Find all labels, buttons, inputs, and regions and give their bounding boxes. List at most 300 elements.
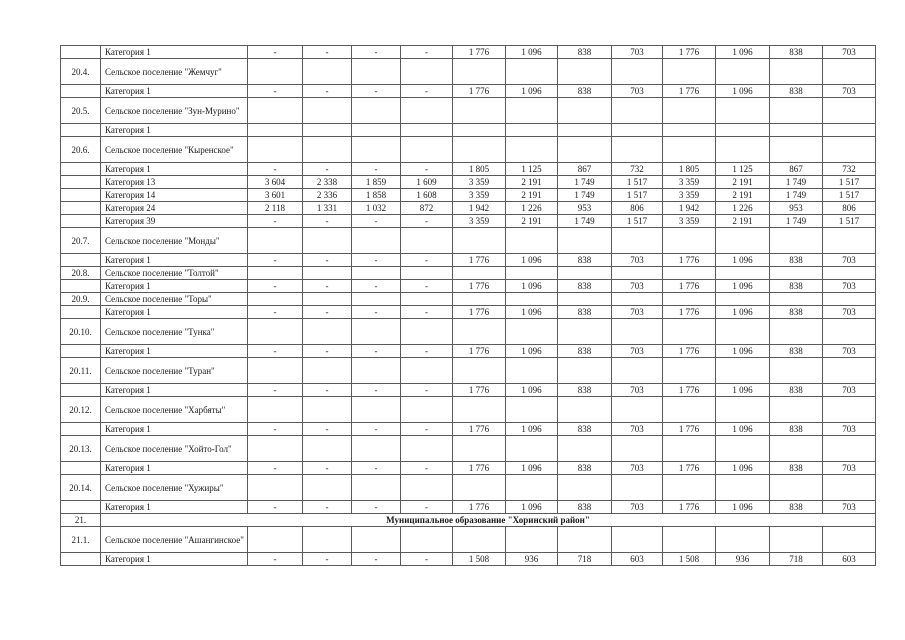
empty-cell — [823, 228, 876, 254]
settlement-number: 20.6. — [61, 137, 101, 163]
table-row — [61, 228, 876, 254]
value-cell: 703 — [823, 46, 876, 59]
empty-cell — [823, 319, 876, 345]
empty-cell — [352, 293, 401, 306]
value-cell: 703 — [612, 85, 663, 98]
empty-cell — [770, 397, 823, 423]
empty-cell — [770, 98, 823, 124]
value-cell: - — [248, 384, 303, 397]
table-row — [61, 59, 876, 85]
empty-cell — [823, 293, 876, 306]
category-label: Категория 1 — [101, 124, 248, 137]
empty-cell — [558, 475, 612, 501]
value-cell: - — [401, 462, 453, 475]
value-cell: 3 604 — [248, 176, 303, 189]
empty-cell — [663, 436, 716, 462]
value-cell: 1 125 — [716, 163, 770, 176]
table-row — [61, 423, 876, 436]
value-cell: 1 517 — [612, 189, 663, 202]
row-number-cell — [61, 46, 101, 59]
value-cell: 1 776 — [663, 46, 716, 59]
empty-cell — [612, 319, 663, 345]
empty-cell — [558, 228, 612, 254]
value-cell: 703 — [612, 306, 663, 319]
value-cell: - — [352, 280, 401, 293]
table-row — [61, 553, 876, 566]
value-cell: 838 — [770, 46, 823, 59]
value-cell: - — [401, 46, 453, 59]
empty-cell — [401, 98, 453, 124]
value-cell: 953 — [558, 202, 612, 215]
category-label: Категория 1 — [101, 462, 248, 475]
empty-cell — [352, 137, 401, 163]
empty-cell — [248, 228, 303, 254]
empty-cell — [558, 293, 612, 306]
value-cell: 838 — [558, 345, 612, 358]
value-cell: 1 096 — [716, 462, 770, 475]
value-cell: 1 776 — [663, 254, 716, 267]
value-cell — [823, 124, 876, 137]
value-cell: - — [401, 345, 453, 358]
category-label: Категория 39 — [101, 215, 248, 228]
empty-cell — [663, 267, 716, 280]
value-cell: - — [401, 215, 453, 228]
value-cell: 1 776 — [663, 462, 716, 475]
empty-cell — [716, 319, 770, 345]
empty-cell — [401, 59, 453, 85]
empty-cell — [401, 228, 453, 254]
value-cell: 1 508 — [453, 553, 506, 566]
empty-cell — [248, 267, 303, 280]
value-cell: - — [303, 163, 352, 176]
empty-cell — [823, 98, 876, 124]
empty-cell — [303, 358, 352, 384]
value-cell: - — [401, 306, 453, 319]
value-cell: - — [303, 553, 352, 566]
table-row — [61, 462, 876, 475]
value-cell: 838 — [558, 462, 612, 475]
value-cell — [716, 124, 770, 137]
value-cell: 1 096 — [716, 501, 770, 514]
empty-cell — [612, 358, 663, 384]
value-cell: 1 749 — [770, 189, 823, 202]
value-cell: - — [352, 384, 401, 397]
empty-cell — [453, 358, 506, 384]
settlement-name: Сельское поселение "Хойто-Гол" — [101, 436, 248, 462]
value-cell: - — [401, 553, 453, 566]
value-cell: 1 776 — [453, 384, 506, 397]
empty-cell — [612, 397, 663, 423]
empty-cell — [823, 267, 876, 280]
empty-cell — [303, 527, 352, 553]
empty-cell — [506, 98, 558, 124]
value-cell: 703 — [612, 280, 663, 293]
empty-cell — [716, 228, 770, 254]
value-cell: 732 — [823, 163, 876, 176]
empty-cell — [770, 527, 823, 553]
row-number-cell — [61, 423, 101, 436]
empty-cell — [352, 358, 401, 384]
value-cell: - — [248, 215, 303, 228]
value-cell: - — [352, 215, 401, 228]
value-cell: 703 — [612, 501, 663, 514]
empty-cell — [612, 436, 663, 462]
value-cell: 1 776 — [453, 306, 506, 319]
value-cell: 3 359 — [663, 189, 716, 202]
category-label: Категория 1 — [101, 501, 248, 514]
settlement-name: Сельское поселение "Зун-Мурино" — [101, 98, 248, 124]
empty-cell — [823, 436, 876, 462]
table-row — [61, 475, 876, 501]
table-row — [61, 527, 876, 553]
table-row — [61, 514, 876, 527]
empty-cell — [453, 293, 506, 306]
category-label: Категория 1 — [101, 46, 248, 59]
empty-cell — [352, 228, 401, 254]
value-cell: - — [352, 254, 401, 267]
value-cell: 1 749 — [558, 176, 612, 189]
category-label: Категория 1 — [101, 254, 248, 267]
value-cell: - — [352, 345, 401, 358]
value-cell: - — [248, 254, 303, 267]
category-label: Категория 1 — [101, 384, 248, 397]
table-row — [61, 293, 876, 306]
value-cell: 936 — [716, 553, 770, 566]
value-cell: 718 — [770, 553, 823, 566]
value-cell: - — [401, 384, 453, 397]
value-cell: 1 776 — [663, 423, 716, 436]
table-row — [61, 124, 876, 137]
empty-cell — [248, 319, 303, 345]
value-cell: 1 517 — [823, 176, 876, 189]
table-row — [61, 436, 876, 462]
value-cell: 1 517 — [612, 176, 663, 189]
value-cell: 838 — [770, 384, 823, 397]
empty-cell — [612, 527, 663, 553]
settlement-number: 20.7. — [61, 228, 101, 254]
empty-cell — [248, 137, 303, 163]
value-cell: 1 226 — [716, 202, 770, 215]
settlement-number: 20.12. — [61, 397, 101, 423]
empty-cell — [770, 293, 823, 306]
empty-cell — [352, 98, 401, 124]
empty-cell — [716, 267, 770, 280]
value-cell: 1 226 — [506, 202, 558, 215]
empty-cell — [453, 98, 506, 124]
value-cell: 1 942 — [453, 202, 506, 215]
value-cell: 1 776 — [453, 423, 506, 436]
empty-cell — [352, 267, 401, 280]
settlement-name: Сельское поселение "Торы" — [101, 293, 248, 306]
empty-cell — [401, 527, 453, 553]
value-cell: - — [303, 384, 352, 397]
value-cell: 838 — [558, 501, 612, 514]
empty-cell — [558, 319, 612, 345]
value-cell: 838 — [558, 46, 612, 59]
empty-cell — [716, 397, 770, 423]
empty-cell — [506, 267, 558, 280]
value-cell: - — [248, 501, 303, 514]
value-cell: 703 — [612, 462, 663, 475]
value-cell — [770, 124, 823, 137]
empty-cell — [823, 527, 876, 553]
category-label: Категория 14 — [101, 189, 248, 202]
empty-cell — [558, 98, 612, 124]
empty-cell — [303, 293, 352, 306]
empty-cell — [770, 358, 823, 384]
table-row — [61, 397, 876, 423]
value-cell: 703 — [823, 345, 876, 358]
value-cell: 1 749 — [558, 215, 612, 228]
settlement-name: Сельское поселение "Тунка" — [101, 319, 248, 345]
value-cell: 703 — [612, 384, 663, 397]
value-cell: - — [401, 501, 453, 514]
value-cell: 1 096 — [506, 280, 558, 293]
empty-cell — [352, 59, 401, 85]
value-cell: 1 096 — [506, 384, 558, 397]
value-cell: 1 096 — [506, 423, 558, 436]
empty-cell — [663, 293, 716, 306]
empty-cell — [401, 137, 453, 163]
settlement-name: Сельское поселение "Ашангинское" — [101, 527, 248, 553]
value-cell: 838 — [558, 85, 612, 98]
value-cell: 867 — [770, 163, 823, 176]
empty-cell — [506, 436, 558, 462]
table-row — [61, 85, 876, 98]
empty-cell — [558, 397, 612, 423]
value-cell: 953 — [770, 202, 823, 215]
value-cell: 1 096 — [506, 345, 558, 358]
table-row — [61, 306, 876, 319]
category-label: Категория 1 — [101, 423, 248, 436]
empty-cell — [303, 267, 352, 280]
empty-cell — [248, 527, 303, 553]
value-cell: - — [303, 215, 352, 228]
settlement-name: Сельское поселение "Туран" — [101, 358, 248, 384]
table-row — [61, 358, 876, 384]
empty-cell — [506, 358, 558, 384]
value-cell: 1 096 — [716, 254, 770, 267]
table-row — [61, 345, 876, 358]
empty-cell — [248, 98, 303, 124]
value-cell: 838 — [558, 280, 612, 293]
empty-cell — [453, 228, 506, 254]
value-cell — [612, 124, 663, 137]
empty-cell — [401, 475, 453, 501]
row-number-cell — [61, 85, 101, 98]
tariff-table — [60, 45, 876, 566]
section-title: Муниципальное образование "Хоринский район" — [101, 514, 876, 527]
category-label: Категория 1 — [101, 85, 248, 98]
empty-cell — [453, 59, 506, 85]
value-cell: 2 336 — [303, 189, 352, 202]
empty-cell — [716, 527, 770, 553]
value-cell — [303, 124, 352, 137]
value-cell: 1 331 — [303, 202, 352, 215]
empty-cell — [612, 475, 663, 501]
value-cell: 1 517 — [612, 215, 663, 228]
value-cell: 703 — [823, 254, 876, 267]
row-number-cell — [61, 163, 101, 176]
value-cell: 2 191 — [716, 189, 770, 202]
empty-cell — [770, 319, 823, 345]
value-cell: 1 096 — [506, 306, 558, 319]
value-cell: 1 776 — [453, 46, 506, 59]
empty-cell — [770, 228, 823, 254]
value-cell: 838 — [770, 423, 823, 436]
value-cell: 838 — [770, 345, 823, 358]
value-cell: 838 — [770, 306, 823, 319]
value-cell: - — [303, 462, 352, 475]
empty-cell — [663, 59, 716, 85]
empty-cell — [612, 267, 663, 280]
row-number-cell — [61, 345, 101, 358]
empty-cell — [352, 475, 401, 501]
value-cell: - — [352, 163, 401, 176]
row-number-cell — [61, 501, 101, 514]
row-number-cell — [61, 280, 101, 293]
value-cell — [558, 124, 612, 137]
empty-cell — [401, 436, 453, 462]
empty-cell — [506, 228, 558, 254]
value-cell: 1 125 — [506, 163, 558, 176]
value-cell: 1 805 — [663, 163, 716, 176]
empty-cell — [303, 228, 352, 254]
empty-cell — [248, 59, 303, 85]
value-cell: 703 — [823, 85, 876, 98]
value-cell: - — [248, 85, 303, 98]
settlement-name: Сельское поселение "Толтой" — [101, 267, 248, 280]
empty-cell — [663, 228, 716, 254]
empty-cell — [823, 137, 876, 163]
table-row — [61, 267, 876, 280]
empty-cell — [401, 319, 453, 345]
empty-cell — [248, 475, 303, 501]
empty-cell — [663, 397, 716, 423]
empty-cell — [823, 59, 876, 85]
value-cell: - — [303, 306, 352, 319]
value-cell: - — [401, 280, 453, 293]
empty-cell — [352, 397, 401, 423]
settlement-number: 21.1. — [61, 527, 101, 553]
table-row — [61, 176, 876, 189]
row-number-cell — [61, 306, 101, 319]
value-cell: 872 — [401, 202, 453, 215]
category-label: Категория 13 — [101, 176, 248, 189]
value-cell: - — [248, 462, 303, 475]
empty-cell — [716, 436, 770, 462]
value-cell: 1 776 — [663, 280, 716, 293]
value-cell: - — [401, 423, 453, 436]
value-cell: 703 — [612, 254, 663, 267]
value-cell: 3 359 — [663, 215, 716, 228]
empty-cell — [401, 397, 453, 423]
value-cell — [248, 124, 303, 137]
empty-cell — [663, 137, 716, 163]
empty-cell — [716, 358, 770, 384]
value-cell: - — [248, 423, 303, 436]
value-cell: 703 — [823, 462, 876, 475]
table-row — [61, 189, 876, 202]
value-cell: 838 — [770, 254, 823, 267]
settlement-name: Сельское поселение "Монды" — [101, 228, 248, 254]
empty-cell — [770, 436, 823, 462]
value-cell: 703 — [823, 501, 876, 514]
empty-cell — [663, 527, 716, 553]
value-cell: 838 — [558, 254, 612, 267]
empty-cell — [303, 475, 352, 501]
value-cell: 1 032 — [352, 202, 401, 215]
value-cell: 867 — [558, 163, 612, 176]
value-cell: 1 096 — [506, 462, 558, 475]
value-cell: 1 096 — [506, 254, 558, 267]
settlement-number: 20.9. — [61, 293, 101, 306]
value-cell: 2 191 — [506, 176, 558, 189]
empty-cell — [558, 436, 612, 462]
value-cell: - — [303, 46, 352, 59]
empty-cell — [506, 397, 558, 423]
value-cell: 1 776 — [663, 501, 716, 514]
value-cell: 1 517 — [823, 215, 876, 228]
value-cell: 838 — [770, 501, 823, 514]
empty-cell — [558, 358, 612, 384]
table-row — [61, 202, 876, 215]
table-row — [61, 98, 876, 124]
value-cell: - — [248, 306, 303, 319]
table-row — [61, 163, 876, 176]
value-cell: 838 — [558, 306, 612, 319]
value-cell: 703 — [823, 423, 876, 436]
empty-cell — [558, 267, 612, 280]
empty-cell — [770, 475, 823, 501]
value-cell: 2 191 — [716, 215, 770, 228]
value-cell: 1 096 — [716, 306, 770, 319]
empty-cell — [401, 358, 453, 384]
empty-cell — [716, 475, 770, 501]
value-cell: - — [352, 423, 401, 436]
row-number-cell — [61, 553, 101, 566]
value-cell: 2 191 — [506, 189, 558, 202]
table-row — [61, 280, 876, 293]
row-number-cell — [61, 215, 101, 228]
value-cell — [401, 124, 453, 137]
value-cell: 838 — [770, 462, 823, 475]
value-cell: - — [248, 553, 303, 566]
value-cell: 1 508 — [663, 553, 716, 566]
empty-cell — [506, 319, 558, 345]
value-cell: 838 — [558, 384, 612, 397]
category-label: Категория 1 — [101, 306, 248, 319]
table-row — [61, 215, 876, 228]
empty-cell — [716, 98, 770, 124]
value-cell: 1 776 — [663, 85, 716, 98]
value-cell: - — [248, 280, 303, 293]
value-cell — [453, 124, 506, 137]
value-cell: 1 096 — [506, 46, 558, 59]
value-cell: 1 096 — [716, 280, 770, 293]
value-cell: 3 359 — [663, 176, 716, 189]
empty-cell — [823, 397, 876, 423]
value-cell: 1 096 — [716, 85, 770, 98]
value-cell: 3 359 — [453, 176, 506, 189]
value-cell: - — [303, 85, 352, 98]
settlement-number: 20.4. — [61, 59, 101, 85]
value-cell: - — [248, 46, 303, 59]
empty-cell — [248, 436, 303, 462]
value-cell: - — [352, 85, 401, 98]
settlement-number: 20.8. — [61, 267, 101, 280]
empty-cell — [453, 267, 506, 280]
